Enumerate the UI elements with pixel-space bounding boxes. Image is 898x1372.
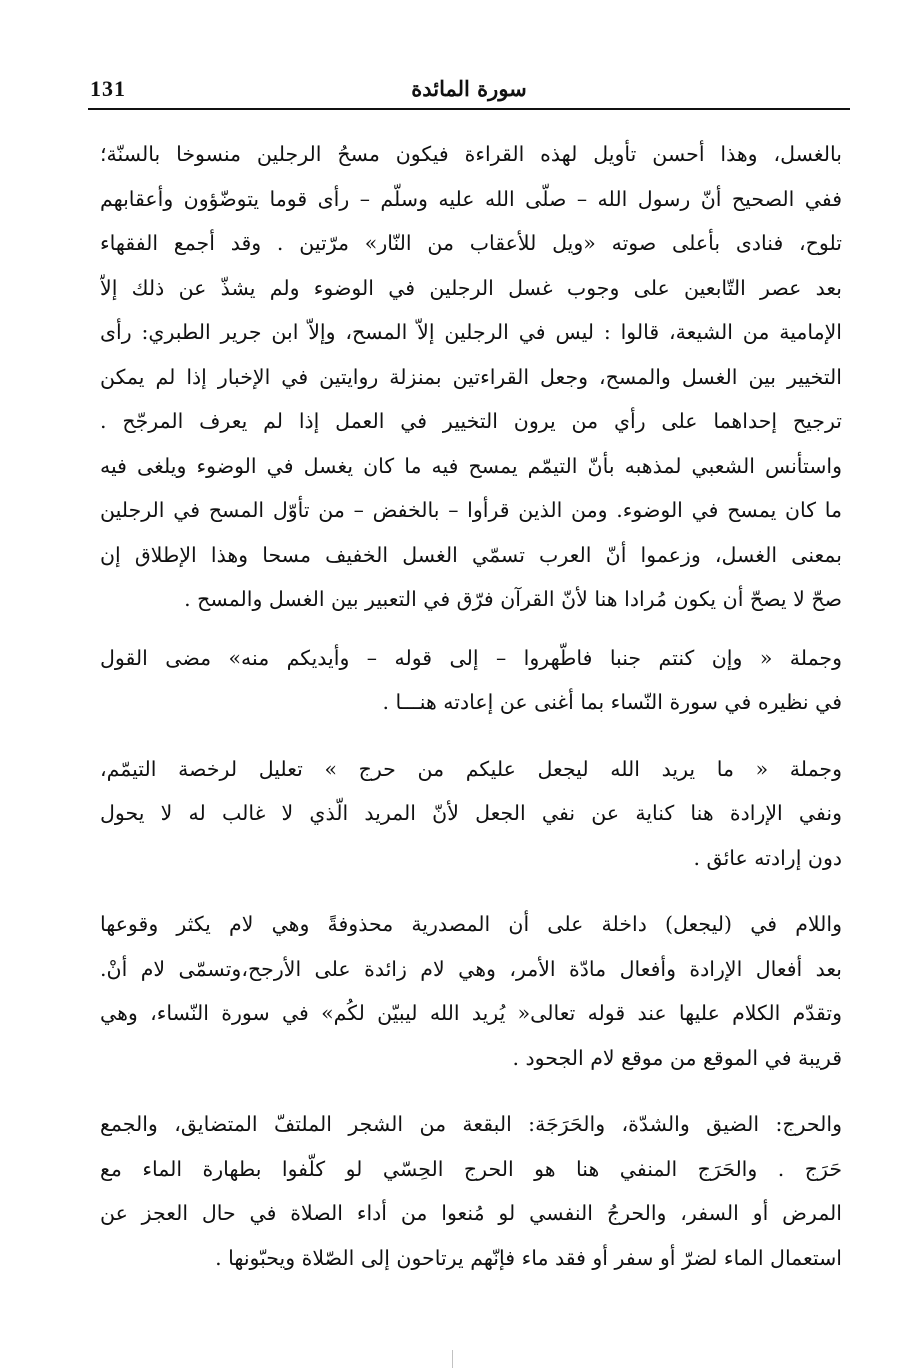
text-line: قريبة في الموقع من موقع لام الجحود . xyxy=(512,1045,842,1070)
text-line: بالغسل، وهذا أحسن تأويل لهذه القراءة فيكون مسحُ الرجلين منسوخا بالسنّة؛ xyxy=(100,142,842,166)
text-line: وجملة « وإن كنتم جنبا فاطّهروا – إلى قوله – وأيديكم منه» مضى القول xyxy=(100,645,842,670)
running-title: سورة المائدة xyxy=(411,76,527,101)
text-line: التخيير بين الغسل والمسح، وجعل القراءتين بمنزلة روايتين في الإخبار إذا لم يمكن xyxy=(100,364,842,389)
paragraph-4 xyxy=(100,902,842,1080)
text-line: واستأنس الشعبي لمذهبه بأنّ التيمّم يمسح فيه ما كان يغسل في الوضوء ويلغى فيه xyxy=(100,453,842,478)
page-header xyxy=(88,68,850,104)
text-line: استعمال الماء لضرّ أو سفر أو فقد ماء فإنّهم يرتاحون إلى الصّلاة ويحبّونها . xyxy=(215,1245,842,1270)
page-body xyxy=(100,132,842,1280)
text-line: وتقدّم الكلام عليها عند قوله تعالى« يُريد الله ليبيّن لكُم» في سورة النّساء، وهي xyxy=(100,1001,842,1025)
page-number: 131 xyxy=(90,76,126,101)
text-line: ما كان يمسح في الوضوء. ومن الذين قرأوا – بالخفض – من تأوّل المسح في الرجلين xyxy=(100,498,842,522)
text-line: ففي الصحيح أنّ رسول الله – صلّى الله عليه وسلّم – رأى قوما يتوضّؤون وأعقابهم xyxy=(100,186,842,211)
paragraph-1 xyxy=(100,132,842,622)
text-line: بعد أفعال الإرادة وأفعال مادّة الأمر، وهي لام زائدة على الأرجح،وتسمّى لام أنْ. xyxy=(100,956,842,981)
paragraph-5 xyxy=(100,1102,842,1280)
text-line: ترجيح إحداهما على رأي من يرون التخيير في العمل إذا لم يعرف المرجّح . xyxy=(100,409,842,433)
text-line: في نظيره في سورة النّساء بما أغنى عن إعادته هنـــا . xyxy=(382,690,842,714)
text-line: دون إرادته عائق . xyxy=(693,845,842,870)
text-line: ونفي الإرادة هنا كناية عن نفي الجعل لأنّ المريد الّذي لا غالب له لا يحول xyxy=(100,801,842,825)
text-line: بعد عصر التّابعين على وجوب غسل الرجلين في الوضوء ولم يشذّ عن ذلك إلاّ xyxy=(100,275,842,300)
text-line: المرض أو السفر، والحرجُ النفسي لو مُنعوا من أداء الصلاة في حال العجز عن xyxy=(100,1201,842,1225)
text-line: حَرَج . والحَرَج المنفي هنا هو الحرج الحِسّي لو كلّفوا بطهارة الماء مع xyxy=(100,1156,842,1181)
paragraph-2 xyxy=(100,636,842,725)
text-line: تلوح، فنادى بأعلى صوته «ويل للأعقاب من النّار» مرّتين . وقد أجمع الفقهاء xyxy=(100,231,842,255)
text-line: وجملة « ما يريد الله ليجعل عليكم من حرج » تعليل لرخصة التيمّم، xyxy=(100,756,842,781)
footer-mark xyxy=(452,1350,459,1368)
text-line: والحرج: الضيق والشدّة، والحَرَجَة: البقعة من الشجر الملتفّ المتضايق، والجمع xyxy=(100,1112,842,1136)
header-rule xyxy=(88,108,850,110)
text-line: الإمامية من الشيعة، قالوا : ليس في الرجلين إلاّ المسح، وإلاّ ابن جرير الطبري: رأى xyxy=(100,320,842,344)
paragraph-3 xyxy=(100,747,842,881)
text-line: صحّ لا يصحّ أن يكون مُرادا هنا لأنّ القرآن فرّق في التعبير بين الغسل والمسح . xyxy=(184,587,842,611)
text-line: بمعنى الغسل، وزعموا أنّ العرب تسمّي الغسل الخفيف مسحا وهذا الإطلاق إن xyxy=(100,542,842,567)
text-line: واللام في (ليجعل) داخلة على أن المصدرية محذوفةً وهي لام يكثر وقوعها xyxy=(100,912,842,936)
